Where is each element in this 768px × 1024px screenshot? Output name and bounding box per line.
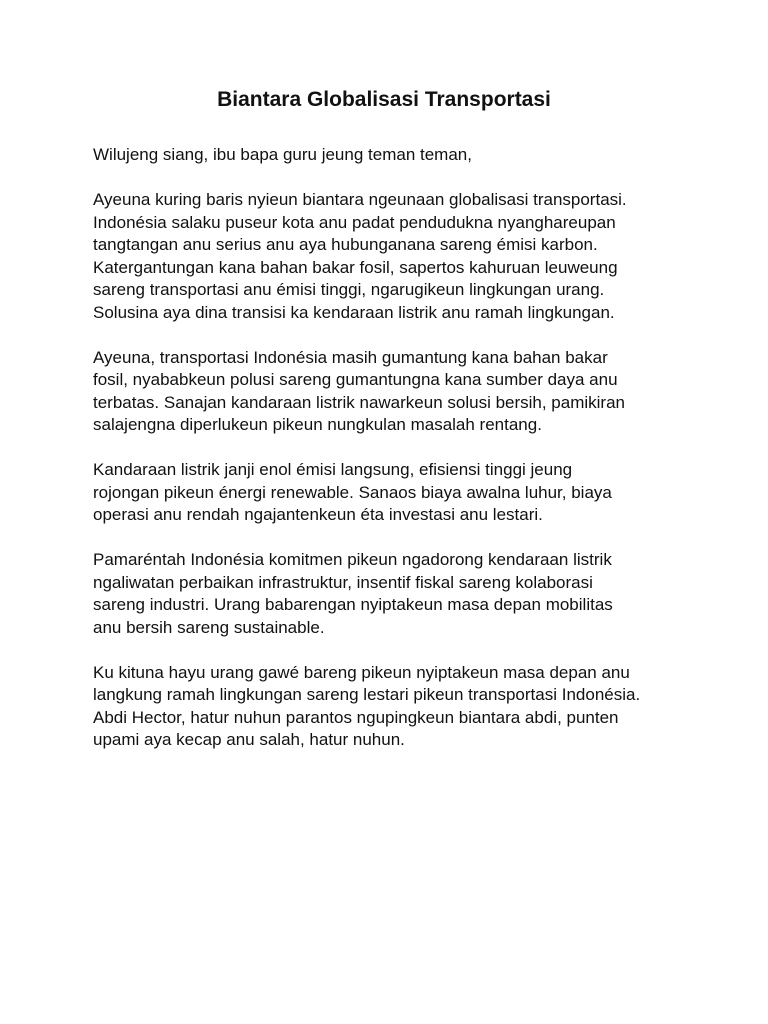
text-line: rojongan pikeun énergi renewable. Sanaos biaya awalna luhur, biaya: [93, 482, 612, 502]
text-line: salajengna diperlukeun pikeun nungkulan masalah rentang.: [93, 415, 542, 434]
text-line: tangtangan anu serius anu aya hubunganana sareng émisi karbon.: [93, 235, 598, 254]
text-line: operasi anu rendah ngajantenkeun éta investasi anu lestari.: [93, 505, 543, 524]
text-line: Solusina aya dina transisi ka kendaraan listrik anu ramah lingkungan.: [93, 302, 615, 322]
text-line: upami aya kecap anu salah, hatur nuhun.: [93, 730, 405, 749]
text-line: ngaliwatan perbaikan infrastruktur, insentif fiskal sareng kolaborasi: [93, 572, 593, 592]
text-line: anu bersih sareng sustainable.: [93, 617, 325, 637]
text-line: Ayeuna, transportasi Indonésia masih gumantung kana bahan bakar: [93, 347, 608, 367]
text-line: Abdi Hector, hatur nuhun parantos ngupingkeun biantara abdi, punten: [93, 707, 619, 727]
text-line: sareng industri. Urang babarengan nyiptakeun masa depan mobilitas: [93, 595, 613, 614]
paragraph-government: [93, 549, 693, 639]
text-line: fosil, nyababkeun polusi sareng gumantungna kana sumber daya anu: [93, 370, 618, 389]
text-line: Indonésia salaku puseur kota anu padat pendudukna nyanghareupan: [93, 212, 616, 232]
text-line: Ayeuna kuring baris nyieun biantara ngeunaan globalisasi transportasi.: [93, 190, 627, 209]
text-line: sareng transportasi anu émisi tinggi, ngarugikeun lingkungan urang.: [93, 280, 605, 299]
paragraph-electric-vehicles: [93, 459, 693, 527]
text-line: Wilujeng siang, ibu bapa guru jeung teman teman,: [93, 145, 472, 164]
text-line: Pamaréntah Indonésia komitmen pikeun ngadorong kendaraan listrik: [93, 550, 612, 569]
document-body: [93, 144, 693, 774]
paragraph-greeting: [93, 144, 693, 167]
document-title: Biantara Globalisasi Transportasi: [217, 88, 551, 111]
paragraph-closing: [93, 662, 693, 752]
paragraph-introduction: [93, 189, 693, 324]
text-line: terbatas. Sanajan kandaraan listrik nawarkeun solusi bersih, pamikiran: [93, 392, 626, 412]
text-line: langkung ramah lingkungan sareng lestari pikeun transportasi Indonésia.: [93, 685, 641, 704]
text-line: Ku kituna hayu urang gawé bareng pikeun nyiptakeun masa depan anu: [93, 662, 630, 682]
paragraph-current-state: [93, 347, 693, 437]
text-line: Katergantungan kana bahan bakar fosil, sapertos kahuruan leuweung: [93, 257, 618, 277]
text-line: Kandaraan listrik janji enol émisi langsung, efisiensi tinggi jeung: [93, 460, 573, 479]
